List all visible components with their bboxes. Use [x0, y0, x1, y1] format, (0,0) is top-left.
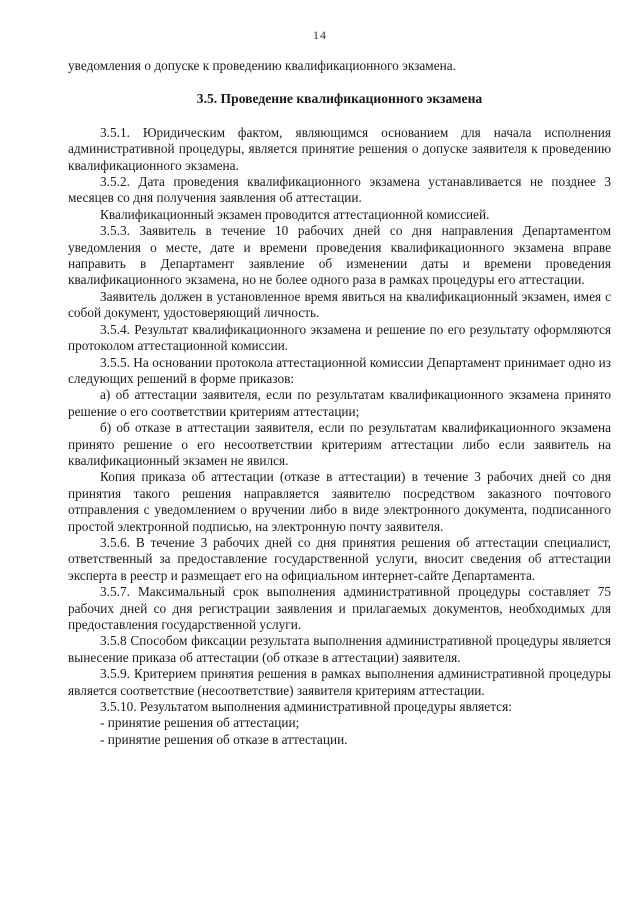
paragraph: 3.5.6. В течение 3 рабочих дней со дня принятия решения об аттестации специалист, ответственный за предоставление государственной услуги, вносит сведения об аттестации эксперта в реестр и размещает его на официальном интернет-сайте Департамента.: [68, 534, 611, 583]
paragraph: Заявитель должен в установленное время явиться на квалификационный экзамен, имея с собой документ, удостоверяющий личность.: [68, 288, 611, 321]
paragraph: Копия приказа об аттестации (отказе в аттестации) в течение 3 рабочих дней со дня принятия такого решения направляется заявителю посредством заказного почтового отправления с уведомлением о вручении либо в виде электронного документа, подписанного простой электронной подписью, на электронную почту заявителя.: [68, 469, 611, 534]
paragraph: 3.5.3. Заявитель в течение 10 рабочих дней со дня направления Департаментом уведомления о месте, дате и времени проведения квалификационного экзамена вправе направить в Департамент заявление об изменении даты и времени проведения квалификационного экзамена, но не более одного раза в рамках процедуры его аттестации.: [68, 223, 611, 288]
list-item: - принятие решения об аттестации;: [100, 715, 300, 731]
paragraph: 3.5.1. Юридическим фактом, являющимся основанием для начала исполнения административной процедуры, является принятие решения о допуске заявителя к проведению квалификационного экзамена.: [68, 124, 611, 173]
lead-line: уведомления о допуске к проведению квалификационного экзамена.: [68, 58, 456, 73]
document-body: [68, 58, 611, 748]
paragraph: Квалификационный экзамен проводится аттестационной комиссией.: [100, 206, 490, 222]
paragraph: 3.5.9. Критерием принятия решения в рамках выполнения административной процедуры является соответствие (несоответствие) заявителя критериям аттестации.: [68, 666, 611, 698]
list-item: - принятие решения об отказе в аттестации.: [100, 731, 348, 747]
paragraph: 3.5.4. Результат квалификационного экзамена и решение по его результату оформляются протоколом аттестационной комиссии.: [68, 321, 611, 354]
paragraph: 3.5.10. Результатом выполнения административной процедуры является:: [100, 699, 512, 715]
paragraph: а) об аттестации заявителя, если по результатам квалификационного экзамена принято решение о его соответствии критериям аттестации;: [68, 387, 611, 419]
paragraph: 3.5.7. Максимальный срок выполнения административной процедуры составляет 75 рабочих дней со дня регистрации заявления и прилагаемых документов, необходимых для предоставления государственной услуги.: [68, 584, 611, 632]
paragraph: 3.5.5. На основании протокола аттестационной комиссии Департамент принимает одно из следующих решений в форме приказов:: [68, 354, 611, 386]
paragraph: 3.5.2. Дата проведения квалификационного экзамена устанавливается не позднее 3 месяцев со дня получения заявления об аттестации.: [68, 174, 611, 206]
section-heading: 3.5. Проведение квалификационного экзамена: [196, 91, 483, 107]
paragraph: 3.5.8 Способом фиксации результата выполнения административной процедуры является вынесение приказа об аттестации (об отказе в аттестации) заявителя.: [68, 633, 611, 665]
paragraph: б) об отказе в аттестации заявителя, если по результатам квалификационного экзамена принято решение о его несоответствии критериям аттестации либо если заявитель на квалификационный экзамен не явился.: [68, 420, 611, 468]
page-number: 14: [313, 28, 327, 42]
